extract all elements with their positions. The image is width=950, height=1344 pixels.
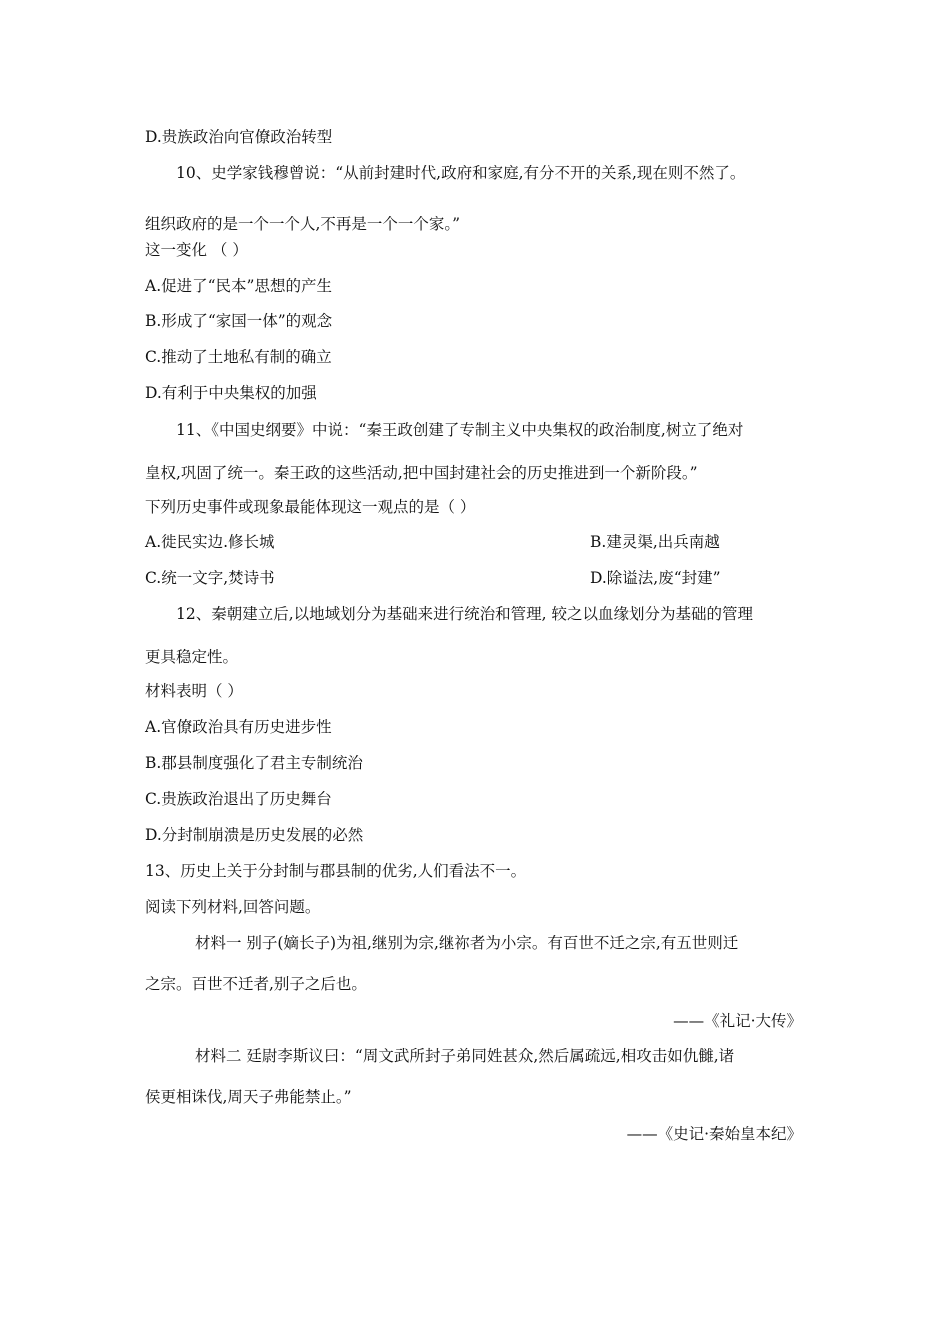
q11-stem-line1: 11、《中国史纲要》中说：“秦王政创建了专制主义中央集权的政治制度,树立了绝对 <box>176 421 744 439</box>
q10-prompt: 这一变化 （ ） <box>145 241 248 259</box>
q10-option-a: A.促进了“民本”思想的产生 <box>145 277 332 295</box>
material1-line2: 之宗。百世不迁者,别子之后也。 <box>145 975 367 993</box>
q10-option-c: C.推动了土地私有制的确立 <box>145 348 332 366</box>
q12-stem-line1: 12、秦朝建立后,以地域划分为基础来进行统治和管理, 较之以血缘划分为基础的管理 <box>176 605 754 623</box>
q12-prompt: 材料表明（ ） <box>145 682 243 700</box>
q10-stem-line1: 10、史学家钱穆曾说：“从前封建时代,政府和家庭,有分不开的关系,现在则不然了。 <box>176 164 746 182</box>
q10-option-b: B.形成了“家国一体”的观念 <box>145 312 333 330</box>
q12-option-a: A.官僚政治具有历史进步性 <box>145 718 332 736</box>
q13-instruction: 阅读下列材料,回答问题。 <box>145 898 321 916</box>
q11-stem-line2: 皇权,巩固了统一。秦王政的这些活动,把中国封建社会的历史推进到一个新阶段。” <box>145 464 698 482</box>
q11-option-c: C.统一文字,焚诗书 <box>145 569 275 587</box>
q11-prompt: 下列历史事件或现象最能体现这一观点的是（ ） <box>145 498 476 516</box>
q9-option-d: D.贵族政治向官僚政治转型 <box>145 128 333 146</box>
q12-stem-line2: 更具稳定性。 <box>145 648 239 666</box>
material2-line2: 侯更相诛伐,周天子弗能禁止。” <box>145 1088 352 1106</box>
material1-source: ——《礼记·大传》 <box>673 1012 802 1030</box>
q12-option-b: B.郡县制度强化了君主专制统治 <box>145 754 363 772</box>
q13-stem: 13、历史上关于分封制与郡县制的优劣,人们看法不一。 <box>145 862 527 880</box>
material2-line1: 材料二 廷尉李斯议曰：“周文武所封子弟同姓甚众,然后属疏远,相攻击如仇雠,诸 <box>195 1047 735 1065</box>
q10-stem-line2: 组织政府的是一个一个人,不再是一个一个家。” <box>145 215 461 233</box>
q12-option-d: D.分封制崩溃是历史发展的必然 <box>145 826 364 844</box>
q11-option-d: D.除谥法,废“封建” <box>590 569 721 587</box>
q12-option-c: C.贵族政治退出了历史舞台 <box>145 790 332 808</box>
q11-option-a: A.徙民实边.修长城 <box>145 533 275 551</box>
q11-option-b: B.建灵渠,出兵南越 <box>590 533 720 551</box>
q10-option-d: D.有利于中央集权的加强 <box>145 384 317 402</box>
material1-line1: 材料一 别子(嫡长子)为祖,继别为宗,继祢者为小宗。有百世不迁之宗,有五世则迁 <box>195 934 739 952</box>
material2-source: ——《史记·秦始皇本纪》 <box>626 1125 802 1143</box>
